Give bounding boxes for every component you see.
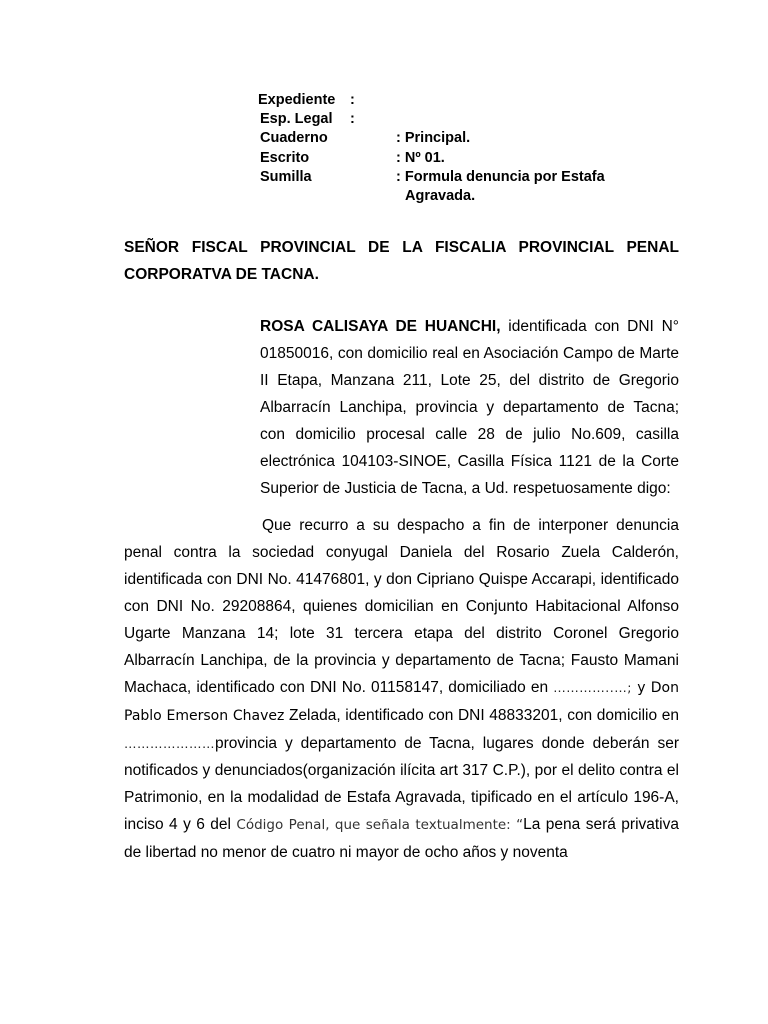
esp-legal-colon: : <box>350 111 355 127</box>
escrito-value: : Nº 01. <box>396 150 445 166</box>
complaint-text-part4: provincia y departamento de Tacna, lugares donde deberán ser notificados y denunciados(organización ilícita art 317 C.P.), por el delito contra el Patrimonio, en la modalidad de Estafa Agravada, tipificado en el artículo 196-A, inciso 4 y 6 del <box>124 735 679 833</box>
expediente-label: Expediente <box>258 92 336 108</box>
blank-address-dots-1: …………..…; <box>553 680 632 695</box>
sumilla-value-line1: : Formula denuncia por Estafa <box>396 169 605 185</box>
expediente-colon: : <box>350 92 355 108</box>
cuaderno-value: : Principal. <box>396 130 471 146</box>
cuaderno-label: Cuaderno <box>260 130 328 146</box>
sumilla-label: Sumilla <box>260 169 312 185</box>
complainant-details: identificada con DNI N° 01850016, con domicilio real en Asociación Campo de Marte II Etapa, Manzana 211, Lote 25, del distrito de Gregorio Albarracín Lanchipa, provincia y departamento de Tacna; con domicilio procesal calle 28 de julio No.609, casilla electrónica 104103-SINOE, Casilla Física 1121 de la Corte Superior de Justicia de Tacna, a Ud. respetuosamente digo: <box>260 318 679 497</box>
complaint-text-part1: Que recurro a su despacho a fin de interponer denuncia penal contra la sociedad conyugal Daniela del Rosario Zuela Calderón, identificada con DNI No. 41476801, y don Cipriano Quispe Accarapi, identificado con DNI No. 29208864, quienes domicilian en Conjunto Habitacional Alfonso Ugarte Manzana 14; lote 31 tercera etapa del distrito Coronel Gregorio Albarracín Lanchipa, de la provincia y departamento de Tacna; Fausto Mamani Machaca, identificado con DNI No. 01158147, domiciliado en <box>124 517 679 696</box>
complainant-name: ROSA CALISAYA DE HUANCHI, <box>260 318 501 335</box>
complaint-paragraph <box>124 512 679 866</box>
addressee-title-line2: CORPORATVA DE TACNA. <box>124 266 319 283</box>
complaint-text-part3: Zelada, identificado con DNI 48833201, con domicilio en <box>284 707 679 724</box>
addressee-title-line1: SEÑOR FISCAL PROVINCIAL DE LA FISCALIA PROVINCIAL PENAL <box>124 239 679 256</box>
esp-legal-label: Esp. Legal <box>260 111 333 127</box>
complaint-text-part6: La pena será privativa de libertad no menor de cuatro ni mayor de ocho años y noventa <box>124 816 679 861</box>
addressee-title <box>124 234 679 288</box>
sumilla-value-line2: Agravada. <box>405 188 476 204</box>
complaint-text-part5: Código Penal, que señala textualmente: “ <box>236 817 524 833</box>
complainant-paragraph <box>260 313 679 502</box>
blank-address-dots-2: ………………… <box>124 736 215 751</box>
escrito-label: Escrito <box>260 150 310 166</box>
complaint-text-part2: y Don Pablo Emerson Chavez <box>124 680 679 724</box>
